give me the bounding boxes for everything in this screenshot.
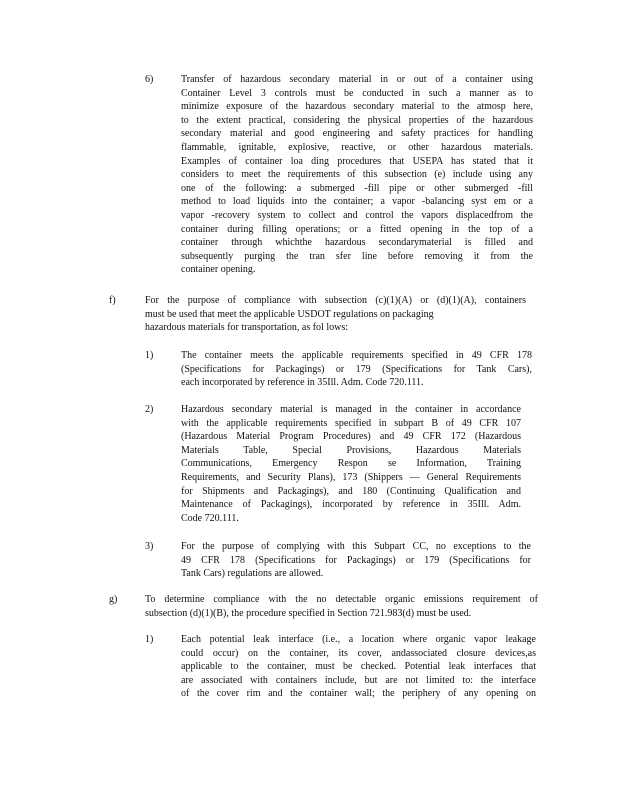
text-line: Maintenance of Packagings), incorporated by reference in 35Ill. Adm. (181, 499, 521, 511)
text-line: Examples of container loa ding procedures that USEPA has stated that it (181, 155, 533, 167)
text-line: (Hazardous Material Program Procedures) and 49 CFR 172 (Hazardous (181, 431, 521, 443)
text-line: method to load liquids into the container; a vapor -balancing syst em or a (181, 196, 533, 208)
text-line: For the purpose of complying with this Subpart CC, no exceptions to the (181, 541, 531, 552)
text-line: considers to meet the requirements of this subsection (e) include using any (181, 169, 533, 181)
text-line: could occur) on the container, its cover, andassociated closure devices,as (181, 647, 536, 659)
paragraph-f-usdot-containers (145, 294, 526, 335)
item-label-g: g) (109, 594, 118, 605)
text-line: Requirements, and Security Plans), 173 (Shippers — General Requirements (181, 471, 521, 483)
text-line: must be used that meet the applicable USDOT regulations on packaging (145, 308, 434, 320)
item-label-g-1: 1) (145, 634, 154, 645)
item-label-f: f) (109, 295, 116, 306)
paragraph-6-container-transfer (181, 73, 533, 277)
text-line: applicable to the container, must be checked. Potential leak interfaces that (181, 661, 536, 673)
paragraph-g-1-leak-interface (181, 633, 536, 701)
text-line: to the extent practical, considering the physical properties of the hazardous (181, 114, 533, 126)
text-line: 49 CFR 178 (Specifications for Packagings) or 179 (Specifications for (181, 554, 531, 566)
paragraph-f-2-managed-in-accordance (181, 403, 521, 525)
text-line: vapor -recovery system to collect and control the vapors displacedfrom the (181, 209, 533, 221)
text-line: Tank Cars) regulations are allowed. (181, 568, 324, 580)
text-line: secondary material and good engineering and safety practices for handling (181, 128, 533, 140)
text-line: hazardous materials for transportation, as fol lows: (145, 322, 348, 334)
text-line: The container meets the applicable requirements specified in 49 CFR 178 (181, 350, 532, 361)
text-line: container opening. (181, 264, 256, 276)
text-line: for Shipments and Packagings), and 180 (Continuing Qualification and (181, 485, 521, 497)
paragraph-f-3-no-exceptions (181, 540, 531, 581)
text-line: Materials Table, Special Provisions, Hazardous Materials (181, 444, 521, 456)
text-line: with the applicable requirements specified in subpart B of 49 CFR 107 (181, 417, 521, 429)
text-line: each incorporated by reference in 35Ill. Adm. Code 720.111. (181, 377, 424, 389)
text-line: of the cover rim and the container wall; the periphery of any opening on (181, 688, 536, 700)
item-label-6: 6) (145, 74, 154, 85)
text-line: Each potential leak interface (i.e., a location where organic vapor leakage (181, 634, 536, 645)
text-line: minimize exposure of the hazardous secondary material to the atmosp here, (181, 101, 533, 113)
text-line: subsequently purging the tran sfer line before removing it from the (181, 250, 533, 262)
text-line: Container Level 3 controls must be conducted in such a manner as to (181, 87, 533, 99)
text-line: one of the following: a submerged -fill pipe or other submerged -fill (181, 182, 533, 194)
paragraph-g-compliance-procedure (145, 593, 538, 620)
text-line: (Specifications for Packagings) or 179 (Specifications for Tank Cars), (181, 363, 532, 375)
text-line: Code 720.111. (181, 512, 239, 524)
item-label-f-2: 2) (145, 404, 154, 415)
text-line: subsection (d)(1)(B), the procedure specified in Section 721.983(d) must be used. (145, 607, 472, 619)
text-line: Transfer of hazardous secondary material in or out of a container using (181, 74, 533, 85)
text-line: Hazardous secondary material is managed in the container in accordance (181, 404, 521, 415)
text-line: container during filling operations; or a fitted opening in the top of a (181, 223, 533, 235)
text-line: flammable, ignitable, explosive, reactive, or other hazardous materials. (181, 141, 533, 153)
text-line: are associated with containers include, but are not limited to: the interface (181, 674, 536, 686)
text-line: Communications, Emergency Respon se Information, Training (181, 458, 521, 470)
item-label-f-1: 1) (145, 350, 154, 361)
text-line: For the purpose of compliance with subsection (c)(1)(A) or (d)(1)(A), containers (145, 295, 526, 306)
text-line: To determine compliance with the no detectable organic emissions requirement of (145, 594, 538, 605)
paragraph-f-1-container-requirements (181, 349, 532, 390)
item-label-f-3: 3) (145, 541, 154, 552)
text-line: container through whichthe hazardous secondarymaterial is filled and (181, 237, 533, 249)
